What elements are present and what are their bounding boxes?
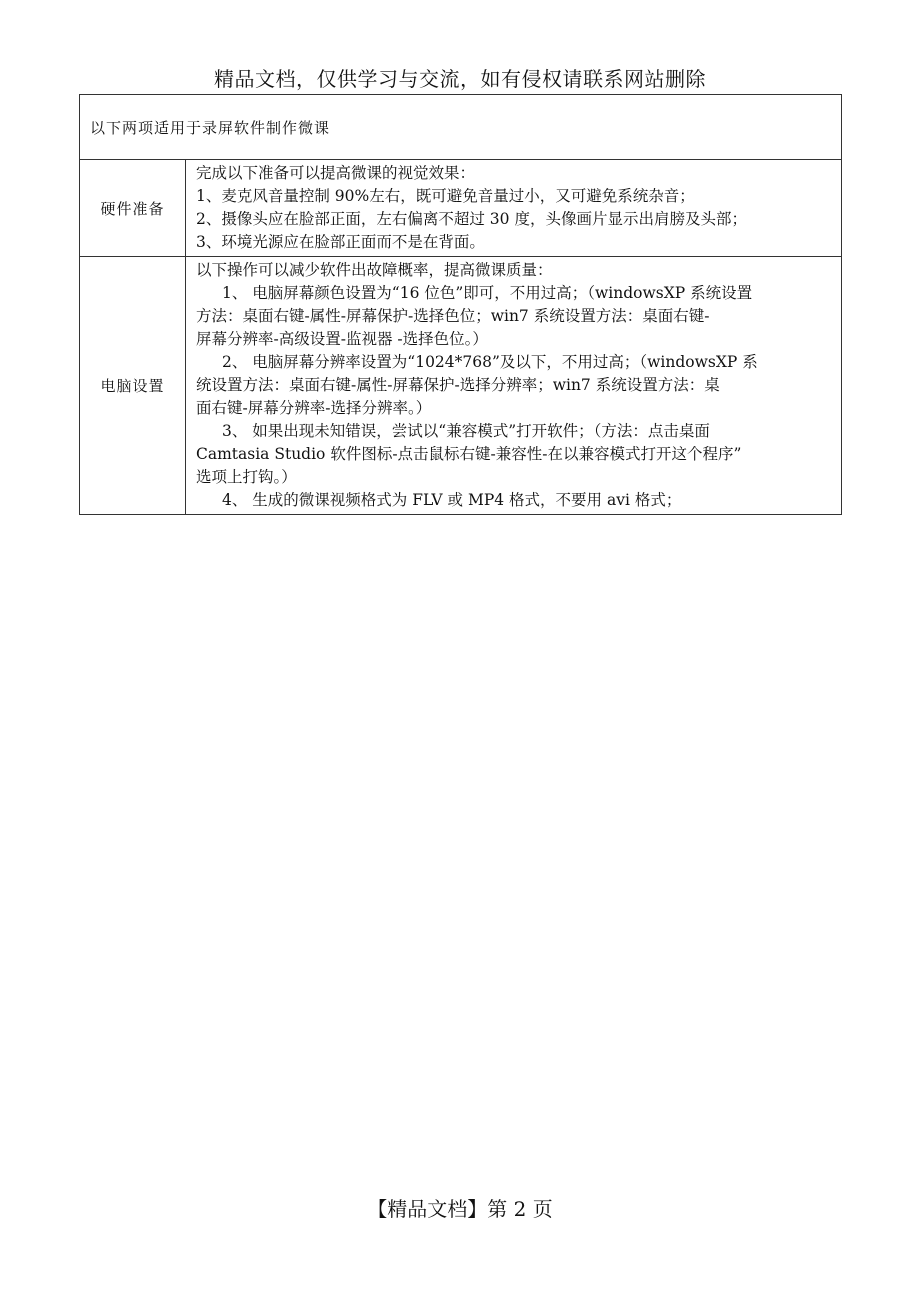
computer-content xyxy=(186,257,842,515)
hardware-line: 完成以下准备可以提高微课的视觉效果： xyxy=(196,164,476,182)
settings-table xyxy=(79,94,842,515)
computer-line: 以下操作可以减少软件出故障概率，提高微课质量： xyxy=(196,261,553,279)
intro-cell: 以下两项适用于录屏软件制作微课 xyxy=(80,95,842,160)
hardware-line: 1、麦克风音量控制 90%左右，既可避免音量过小，又可避免系统杂音； xyxy=(196,187,695,205)
hardware-line: 2、摄像头应在脸部正面，左右偏离不超过 30 度，头像画片显示出肩膀及头部； xyxy=(196,210,747,228)
computer-line: 4、 生成的微课视频格式为 FLV 或 MP4 格式，不要用 avi 格式； xyxy=(222,491,682,509)
hardware-label: 硬件准备 xyxy=(80,160,186,257)
computer-line: 方法：桌面右键-属性-屏幕保护-选择色位；win7 系统设置方法：桌面右键- xyxy=(196,307,710,325)
computer-line: 统设置方法：桌面右键-属性-屏幕保护-选择分辨率；win7 系统设置方法：桌 xyxy=(196,376,720,394)
computer-line: 3、 如果出现未知错误，尝试以“兼容模式”打开软件；（方法：点击桌面 xyxy=(222,422,710,440)
hardware-line: 3、环境光源应在脸部正面而不是在背面。 xyxy=(196,233,485,251)
computer-line: Camtasia Studio 软件图标-点击鼠标右键-兼容性-在以兼容模式打开这个程序” xyxy=(196,445,742,463)
computer-line: 选项上打钩。） xyxy=(196,468,297,486)
computer-line: 1、 电脑屏幕颜色设置为“16 位色”即可，不用过高；（windowsXP 系统设置 xyxy=(222,284,753,302)
table-row-computer xyxy=(80,257,842,515)
computer-line: 2、 电脑屏幕分辨率设置为“1024*768”及以下，不用过高；（windowsXP 系 xyxy=(222,353,758,371)
page-header: 精品文档，仅供学习与交流，如有侵权请联系网站删除 xyxy=(214,67,706,91)
table-row-intro xyxy=(80,95,842,160)
page-footer: 【精品文档】第 2 页 xyxy=(367,1197,553,1221)
computer-label: 电脑设置 xyxy=(80,257,186,515)
computer-line: 面右键-屏幕分辨率-选择分辨率。） xyxy=(196,399,432,417)
computer-line: 屏幕分辨率-高级设置-监视器 -选择色位。） xyxy=(196,330,488,348)
hardware-content xyxy=(186,160,842,257)
table-row-hardware xyxy=(80,160,842,257)
